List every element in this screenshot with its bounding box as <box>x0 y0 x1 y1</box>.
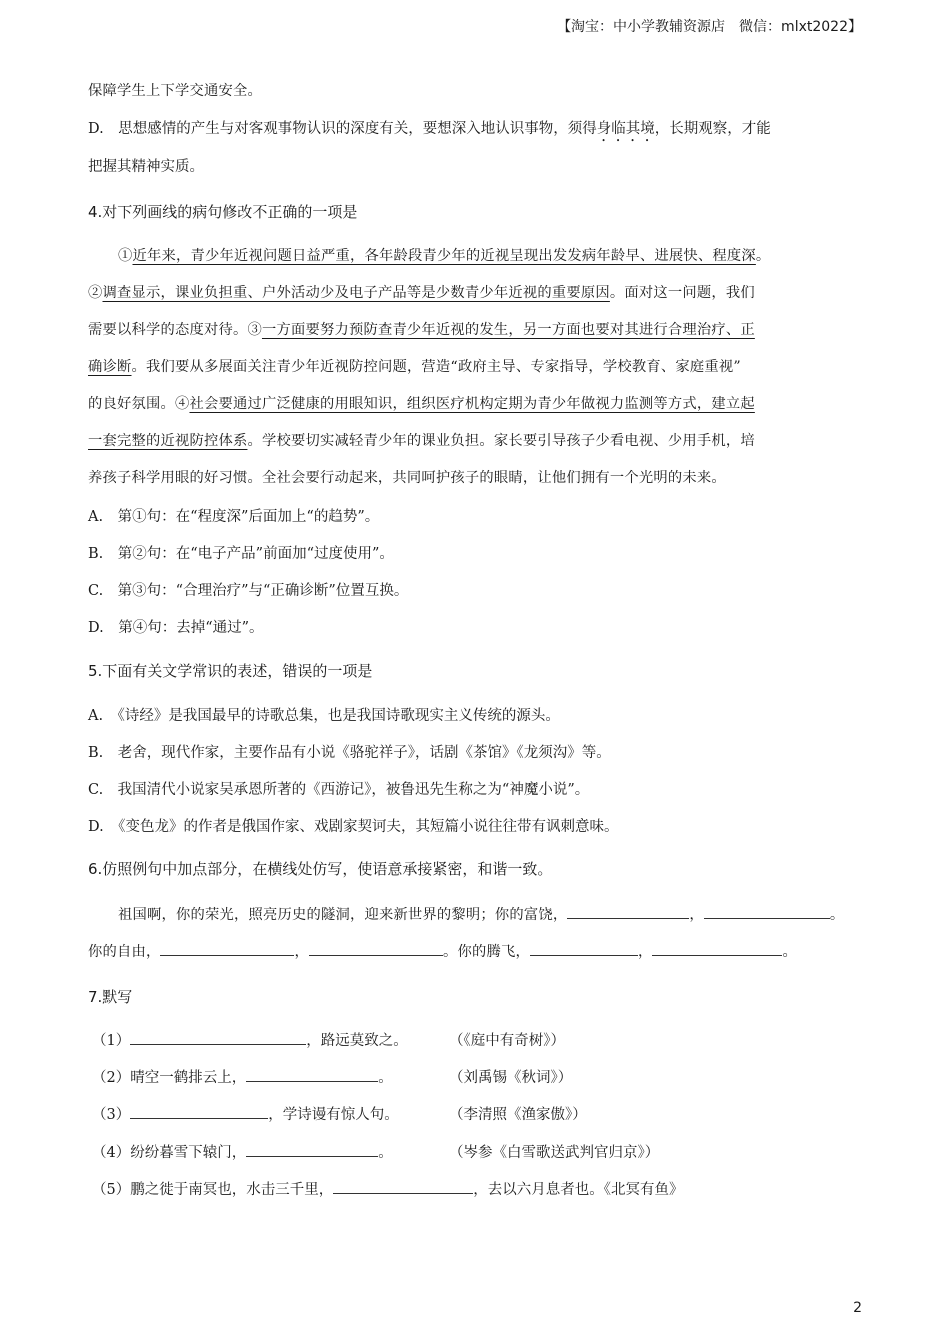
q7-item-text: 鹏之徙于南冥也，水击三千里， <box>130 1182 334 1198</box>
q3-option-d-text-a: D. 思想感情的产生与对客观事物认识的深度有关，要想深入地认识事物，须得 <box>88 121 597 137</box>
q6-blank-1[interactable] <box>567 904 689 919</box>
q7-blank-1[interactable] <box>130 1030 306 1045</box>
q7-item-text: 晴空一鹤排云上， <box>130 1070 247 1086</box>
q7-item-text: ，路远莫致之。 <box>306 1033 408 1049</box>
q7-item-number: （3） <box>92 1107 131 1123</box>
q6-blank-2[interactable] <box>704 904 830 919</box>
q7-item-text: ，学诗谩有惊人句。 <box>268 1107 399 1123</box>
q3-option-d-text-b: ，长期观察，才能 <box>654 121 771 137</box>
q4-passage-line-4 <box>88 356 741 376</box>
q4-text-6: 。学校要切实减轻青少年的课业负担。家长要引导孩子少看电视、少用手机，培 <box>247 433 755 449</box>
q7-stem: 7.默写 <box>88 988 133 1006</box>
q6-text-3: 。你的腾飞， <box>442 944 530 960</box>
q6-text-2: 你的自由， <box>88 944 161 960</box>
q4-marker-2: ② <box>88 285 103 301</box>
q6-line-2 <box>88 941 797 961</box>
q4-text-2: 。面对这一问题，我们 <box>609 285 755 301</box>
q6-text-1: 祖国啊，你的荣光，照亮历史的隧洞，迎来新世界的黎明；你的富饶， <box>118 907 568 923</box>
q6-stem: 6.仿照例句中加点部分，在横线处仿写，使语意承接紧密，和谐一致。 <box>88 860 553 878</box>
q6-comma-3: ， <box>637 944 653 960</box>
q7-blank-4[interactable] <box>246 1142 378 1157</box>
q4-underlined-sentence-1: 近年来，青少年近视问题日益严重，各年龄段青少年的近视呈现出发发病年龄早、进展快、程度深 <box>132 248 756 264</box>
q4-underlined-sentence-3: 一方面要努力预防查青少年近视的发生，另一方面也要对其进行合理治疗、正 <box>261 322 755 338</box>
q7-blank-2[interactable] <box>246 1067 378 1082</box>
q7-item-3-source: （李清照《渔家傲》） <box>449 1107 587 1123</box>
q4-underlined-sentence-3-end: 确诊断 <box>88 359 132 375</box>
q6-period-2: 。 <box>782 944 797 960</box>
q6-line-1 <box>118 904 844 924</box>
q7-item-4 <box>92 1141 393 1162</box>
q7-item-text: 纷纷暮雪下辕门， <box>130 1145 247 1161</box>
q6-blank-3[interactable] <box>160 941 294 956</box>
q7-item-number: （5） <box>92 1182 131 1198</box>
q5-stem: 5.下面有关文学常识的表述，错误的一项是 <box>88 662 373 680</box>
q4-passage-line-5 <box>88 393 755 413</box>
q6-blank-5[interactable] <box>530 941 638 956</box>
q7-item-1-source: （《庭中有奇树》） <box>449 1033 565 1049</box>
q4-punct-1: 。 <box>755 248 771 264</box>
q5-option-b: B. 老舍，现代作家，主要作品有小说《骆驼祥子》，话剧《茶馆》《龙须沟》等。 <box>88 745 611 761</box>
q7-item-text-end: ，去以六月息者也。 <box>473 1182 604 1198</box>
q7-item-3 <box>92 1103 399 1124</box>
q7-item-text-end: 。 <box>378 1070 393 1086</box>
q7-item-number: （1） <box>92 1033 131 1049</box>
q6-period-1: 。 <box>829 907 845 923</box>
q7-item-4-source: （岑参《白雪歌送武判官归京》） <box>449 1145 660 1161</box>
q5-option-c: C. 我国清代小说家吴承恩所著的《西游记》，被鲁迅先生称之为“神魔小说”。 <box>88 782 590 798</box>
page-number: 2 <box>853 1300 862 1316</box>
q4-underlined-sentence-4: 社会要通过广泛健康的用眼知识，组织医疗机构定期为青少年做视力监测等方式，建立起 <box>189 396 755 412</box>
q6-blank-6[interactable] <box>652 941 782 956</box>
q3-option-d-cont: 把握其精神实质。 <box>88 159 204 175</box>
q5-option-a: A. 《诗经》是我国最早的诗歌总集，也是我国诗歌现实主义传统的源头。 <box>88 708 560 724</box>
q7-item-2 <box>92 1066 393 1087</box>
q4-passage-line-7: 养孩子科学用眼的好习惯。全社会要行动起来，共同呵护孩子的眼睛，让他们拥有一个光明的未来。 <box>88 470 726 486</box>
q4-underlined-sentence-4-end: 一套完整的近视防控体系 <box>88 433 248 449</box>
q6-comma-1: ， <box>689 907 704 923</box>
q6-blank-4[interactable] <box>309 941 443 956</box>
q3-option-d-dotted: 身临其境 <box>596 121 655 137</box>
q4-text-5: 的良好氛围。④ <box>88 396 190 412</box>
q5-option-d: D. 《变色龙》的作者是俄国作家、戏剧家契诃夫，其短篇小说往往带有讽刺意味。 <box>88 819 619 835</box>
q4-passage-line-1 <box>118 245 770 265</box>
q4-marker-1: ① <box>118 248 133 264</box>
q4-passage-line-6 <box>88 430 755 450</box>
q6-comma-2: ， <box>294 944 309 960</box>
q4-option-c: C. 第③句：“合理治疗”与“正确诊断”位置互换。 <box>88 583 409 599</box>
q4-text-4: 。我们要从多展面关注青少年近视防控问题，营造“政府主导、专家指导，学校教育、家庭重视” <box>131 359 741 375</box>
q7-item-5-source: 《北冥有鱼》 <box>603 1182 684 1198</box>
q7-item-1 <box>92 1029 408 1050</box>
q7-item-text-end: 。 <box>378 1145 393 1161</box>
q7-blank-3[interactable] <box>130 1104 268 1119</box>
q7-blank-5[interactable] <box>333 1179 473 1194</box>
q7-item-number: （2） <box>92 1070 131 1086</box>
q4-text-3: 需要以科学的态度对待。③ <box>88 322 262 338</box>
q7-item-number: （4） <box>92 1145 131 1161</box>
q4-option-a: A. 第①句：在“程度深”后面加上“的趋势”。 <box>88 509 380 525</box>
q4-underlined-sentence-2: 调查显示，课业负担重、户外活动少及电子产品等是少数青少年近视的重要原因 <box>102 285 610 301</box>
q3-option-d <box>88 117 771 145</box>
q4-passage-line-2 <box>88 282 755 302</box>
page-header: 【淘宝：中小学教辅资源店 微信：mlxt2022】 <box>557 19 862 35</box>
q4-option-b: B. 第②句：在“电子产品”前面加“过度使用”。 <box>88 546 394 562</box>
q3-option-c-end: 保障学生上下学交通安全。 <box>88 83 262 99</box>
q7-item-2-source: （刘禹锡《秋词》） <box>449 1070 573 1086</box>
q4-passage-line-3 <box>88 319 755 339</box>
q7-item-5 <box>92 1178 683 1199</box>
q4-stem: 4.对下列画线的病句修改不正确的一项是 <box>88 203 358 221</box>
q4-option-d: D. 第④句：去掉“通过”。 <box>88 620 264 636</box>
